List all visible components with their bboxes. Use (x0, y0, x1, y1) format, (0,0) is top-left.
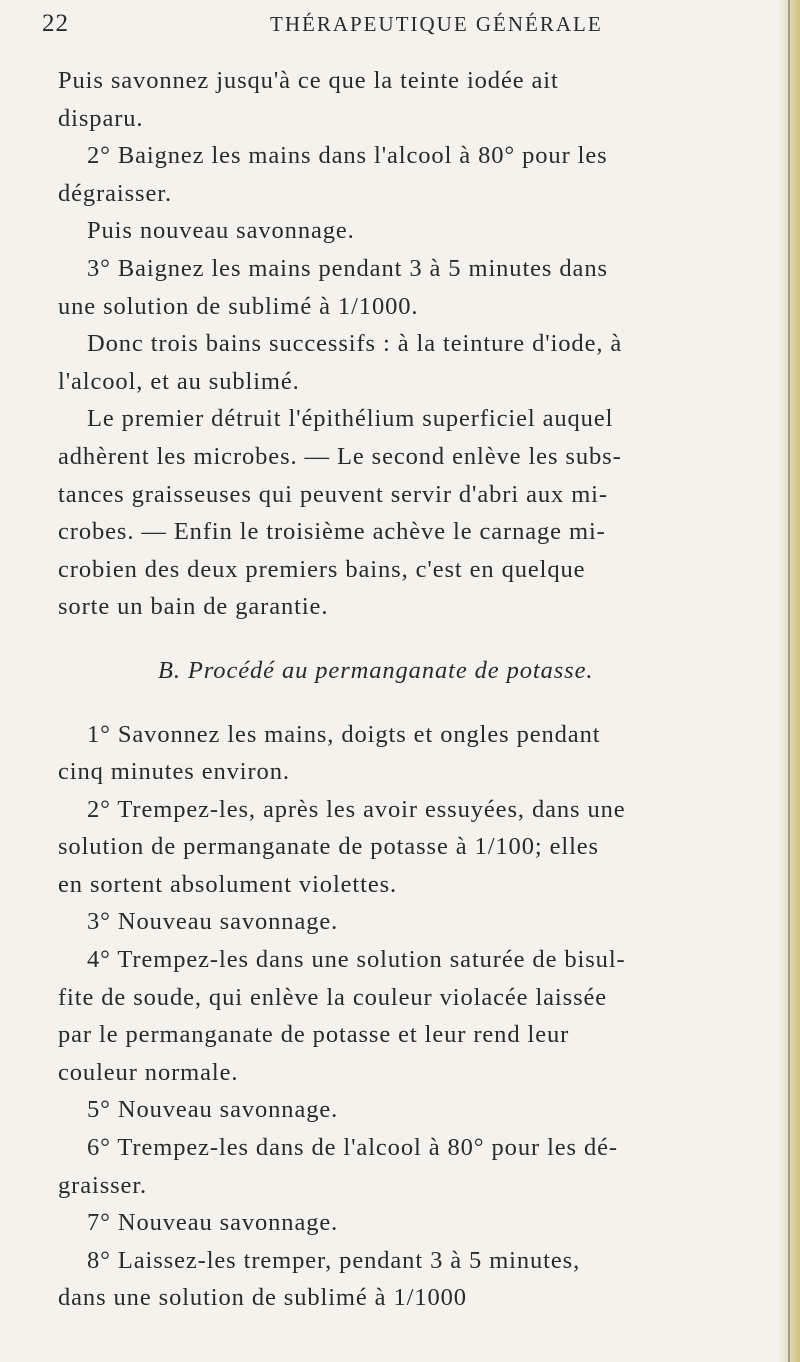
text-line: 7° Nouveau savonnage. (87, 1209, 339, 1237)
text-line: 2° Trempez-les, après les avoir essuyées, dans une (87, 795, 626, 823)
text-line: par le permanganate de potasse et leur rend leur (58, 1021, 570, 1049)
text-line: sorte un bain de garantie. (58, 593, 329, 621)
running-head: THÉRAPEUTIQUE GÉNÉRALE (270, 12, 603, 36)
body-text (58, 62, 770, 1317)
text-line: l'alcool, et au sublimé. (58, 367, 300, 395)
text-line: Donc trois bains successifs : à la teinture d'iode, à (87, 330, 623, 358)
text-line: crobien des deux premiers bains, c'est en quelque (58, 555, 586, 583)
text-line: Le premier détruit l'épithélium superficiel auquel (87, 405, 614, 433)
text-line: 3° Baignez les mains pendant 3 à 5 minutes dans (87, 254, 608, 282)
text-line: 6° Trempez-les dans de l'alcool à 80° pour les dé- (87, 1134, 618, 1162)
text-line: couleur normale. (58, 1058, 239, 1086)
text-line: 3° Nouveau savonnage. (87, 908, 339, 936)
section-title: B. Procédé au permanganate de potasse. (158, 656, 594, 684)
text-line: 4° Trempez-les dans une solution saturée de bisul- (87, 946, 626, 974)
page-number: 22 (42, 10, 69, 37)
text-line: fite de soude, qui enlève la couleur violacée laissée (58, 983, 608, 1011)
text-line: 5° Nouveau savonnage. (87, 1096, 339, 1124)
text-line: cinq minutes environ. (58, 758, 290, 786)
text-line: solution de permanganate de potasse à 1/100; elles (58, 833, 599, 861)
text-line: adhèrent les microbes. — Le second enlève les subs- (58, 442, 622, 470)
text-line: disparu. (58, 104, 144, 132)
page-edge-line (788, 0, 790, 1362)
text-line: tances graisseuses qui peuvent servir d'abri aux mi- (58, 480, 608, 508)
text-line: crobes. — Enfin le troisième achève le carnage mi- (58, 518, 606, 546)
text-line: dégraisser. (58, 179, 172, 207)
text-line: 8° Laissez-les tremper, pendant 3 à 5 minutes, (87, 1246, 581, 1274)
text-line: dans une solution de sublimé à 1/1000 (58, 1284, 467, 1312)
text-line: Puis savonnez jusqu'à ce que la teinte iodée ait (58, 67, 559, 94)
text-line: une solution de sublimé à 1/1000. (58, 292, 419, 320)
text-line: en sortent absolument violettes. (58, 870, 398, 898)
text-line: graisser. (58, 1171, 148, 1199)
text-line: 1° Savonnez les mains, doigts et ongles pendant (87, 720, 601, 748)
page-header (0, 0, 800, 40)
text-line: Puis nouveau savonnage. (87, 217, 355, 245)
text-line: 2° Baignez les mains dans l'alcool à 80° pour les (87, 142, 608, 170)
